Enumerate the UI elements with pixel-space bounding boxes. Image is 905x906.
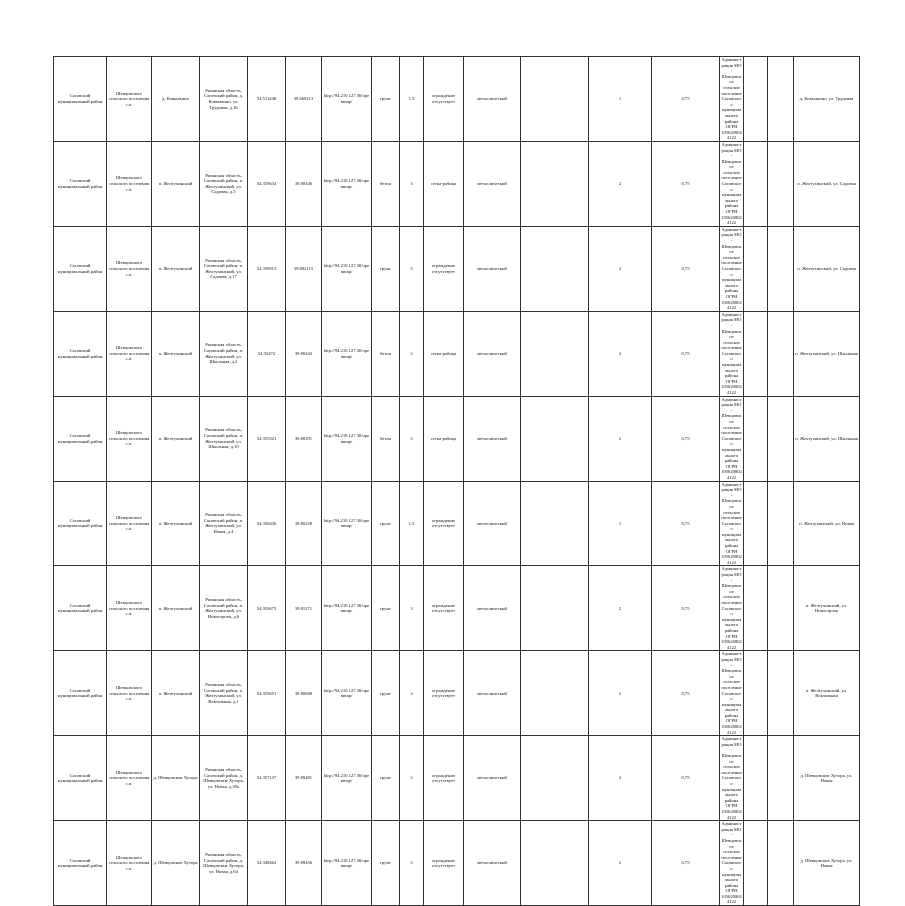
cell-lon: 39.802115 <box>286 226 322 311</box>
cell-empty <box>521 651 589 736</box>
cell-fence: ограждение отсутствует <box>424 651 464 736</box>
cell-settlement: Шевцовского сельского поселения с.п. <box>107 141 152 226</box>
cell-count: 2 <box>589 566 652 651</box>
cell-owner: Администрация МО - Шевцовское сельское поселение Сасовского муниципального района ОГРН 1056208024122 <box>721 481 742 565</box>
cell-fence: сетка-рабица <box>424 141 464 226</box>
cell-volume: 0,75 <box>652 651 720 736</box>
table-row <box>54 311 860 396</box>
cell-sources: п. Желтухинский, ул. Садовая <box>794 141 860 226</box>
cell-empty <box>768 481 794 566</box>
cell-lon: 39.668213 <box>286 57 322 142</box>
container-sites-table <box>53 56 860 906</box>
cell-settlement: Шевцовского сельского поселения с.п. <box>107 566 152 651</box>
cell-lon: 39.80258 <box>286 481 322 566</box>
table-row <box>54 566 860 651</box>
cell-lon: 39.89456 <box>286 821 322 906</box>
cell-url: http://94.210.127.30/openmap/ <box>322 821 372 906</box>
cell-lon: 39.80291 <box>286 396 322 481</box>
cell-area: 1.5 <box>400 57 424 142</box>
cell-settlement: Шевцовского сельского поселения с.п. <box>107 481 152 566</box>
cell-url: http://94.210.127.30/openmap/ <box>322 651 372 736</box>
cell-count: 1 <box>589 481 652 566</box>
cell-locality: д. Ковылкино <box>152 57 200 142</box>
cell-locality: д. Шевцовские Хутора <box>152 736 200 821</box>
cell-volume: 0,75 <box>652 396 720 481</box>
cell-fence: ограждение отсутствует <box>424 821 464 906</box>
cell-url: http://94.210.127.30/openmap/ <box>322 736 372 821</box>
cell-address: Рязанская область, Сасовский район, п. Желтухинский, ул. Школьная, д.2 <box>200 311 248 396</box>
cell-fence: ограждение отсутствует <box>424 481 464 566</box>
cell-url: http://94.210.127.30/openmap/ <box>322 566 372 651</box>
cell-owner: Администрация МО - Шевцовское сельское поселение Сасовского муниципального района ОГРН 1056208024122 <box>721 396 742 480</box>
cell-settlement: Шевцовского сельского поселения с.п. <box>107 57 152 142</box>
cell-district: Сасовский муниципальный район <box>54 821 107 906</box>
cell-address: Рязанская область, Сасовский район, д. Ковылкино, ул. Трудовая, д.16 <box>200 57 248 142</box>
cell-lat: 54.359634 <box>248 141 286 226</box>
cell-fence: сетка-рабица <box>424 396 464 481</box>
cell-lat: 54.348462 <box>248 821 286 906</box>
cell-empty <box>744 311 768 396</box>
cell-cover: бетон <box>372 141 400 226</box>
cell-volume: 0,75 <box>652 57 720 142</box>
cell-settlement: Шевцовского сельского поселения с.п. <box>107 396 152 481</box>
cell-sources: д. Шевцовские Хутора, ул. Новая <box>794 736 860 821</box>
cell-district: Сасовский муниципальный район <box>54 736 107 821</box>
cell-area: 3 <box>400 396 424 481</box>
cell-volume: 0,75 <box>652 226 720 311</box>
cell-area: 3 <box>400 821 424 906</box>
cell-cover: грунт <box>372 481 400 566</box>
cell-area: 3 <box>400 226 424 311</box>
cell-area: 3 <box>400 651 424 736</box>
cell-count: 2 <box>589 396 652 481</box>
cell-empty <box>521 821 589 906</box>
cell-lat: 54.355321 <box>248 396 286 481</box>
cell-fence: ограждение отсутствует <box>424 736 464 821</box>
cell-owner: Администрация МО - Шевцовское сельское поселение Сасовского муниципального района ОГРН 1056208024122 <box>721 736 742 820</box>
table-row <box>54 736 860 821</box>
cell-count: 2 <box>589 226 652 311</box>
cell-address: Рязанская область, Сасовский район, п. Желтухинский, ул. Школьная, д.10 <box>200 396 248 481</box>
cell-empty <box>521 226 589 311</box>
table-row <box>54 481 860 566</box>
cell-empty <box>768 311 794 396</box>
cell-lon: 39.80688 <box>286 651 322 736</box>
cell-address: Рязанская область, Сасовский район, д. Шевцовские Хутора, ул. Новая, д.64 <box>200 821 248 906</box>
cell-type: металлический <box>464 651 521 736</box>
cell-fence: ограждение отсутствует <box>424 566 464 651</box>
cell-lon: 39.80446 <box>286 141 322 226</box>
cell-type: металлический <box>464 311 521 396</box>
cell-empty <box>744 736 768 821</box>
cell-empty <box>768 736 794 821</box>
cell-address: Рязанская область, Сасовский район, п. Желтухинский, ул. Вокзальная, д.1 <box>200 651 248 736</box>
cell-empty <box>521 566 589 651</box>
cell-owner: Администрация МО - Шевцовское сельское поселение Сасовского муниципального района ОГРН 1056208024122 <box>721 821 742 905</box>
cell-cover: бетон <box>372 311 400 396</box>
cell-owner: Администрация МО - Шевцовское сельское поселение Сасовского муниципального района ОГРН 1056208024122 <box>721 141 742 226</box>
cell-district: Сасовский муниципальный район <box>54 57 107 142</box>
cell-settlement: Шевцовского сельского поселения с.п. <box>107 651 152 736</box>
cell-lat: 54.511448 <box>248 57 286 142</box>
cell-locality: п. Желтухинский <box>152 396 200 481</box>
cell-empty <box>521 736 589 821</box>
cell-empty <box>744 226 768 311</box>
cell-sources: д. Шевцовские Хутора, ул. Новая <box>794 821 860 906</box>
cell-empty <box>768 226 794 311</box>
cell-area: 3 <box>400 736 424 821</box>
cell-district: Сасовский муниципальный район <box>54 141 107 226</box>
cell-address: Рязанская область, Сасовский район, п. Желтухинский, ул. Новостроек, д.6 <box>200 566 248 651</box>
table-row <box>54 651 860 736</box>
cell-locality: п. Желтухинский <box>152 481 200 566</box>
cell-locality: п. Желтухинский <box>152 651 200 736</box>
cell-volume: 0,75 <box>652 141 720 226</box>
cell-volume: 0,75 <box>652 736 720 821</box>
cell-url: http://94.210.127.30/openmap/ <box>322 141 372 226</box>
cell-volume: 0,75 <box>652 821 720 906</box>
cell-sources: п. Желтухинский, ул. Вокзальная <box>794 651 860 736</box>
cell-cover: бетон <box>372 396 400 481</box>
cell-settlement: Шевцовского сельского поселения с.п. <box>107 821 152 906</box>
cell-area: 3 <box>400 141 424 226</box>
cell-type: металлический <box>464 481 521 566</box>
cell-cover: грунт <box>372 651 400 736</box>
cell-empty <box>744 651 768 736</box>
cell-empty <box>744 396 768 481</box>
cell-count: 2 <box>589 311 652 396</box>
table-row <box>54 141 860 226</box>
cell-cover: грунт <box>372 736 400 821</box>
cell-count: 2 <box>589 821 652 906</box>
cell-volume: 0,75 <box>652 566 720 651</box>
cell-address: Рязанская область, Сасовский район, п. Желтухинский, ул. Садовая, д.17 <box>200 226 248 311</box>
cell-empty <box>768 566 794 651</box>
cell-empty <box>521 311 589 396</box>
cell-settlement: Шевцовского сельского поселения с.п. <box>107 311 152 396</box>
cell-lat: 54.35472 <box>248 311 286 396</box>
cell-district: Сасовский муниципальный район <box>54 396 107 481</box>
cell-lon: 39.80443 <box>286 311 322 396</box>
cell-count: 2 <box>589 651 652 736</box>
cell-type: металлический <box>464 396 521 481</box>
cell-address: Рязанская область, Сасовский район, п. Желтухинский, ул. Новая, д.4 <box>200 481 248 566</box>
cell-lat: 54.356436 <box>248 481 286 566</box>
cell-empty <box>744 57 768 142</box>
cell-locality: п. Желтухинский <box>152 311 200 396</box>
cell-type: металлический <box>464 566 521 651</box>
cell-district: Сасовский муниципальный район <box>54 566 107 651</box>
cell-type: металлический <box>464 141 521 226</box>
cell-empty <box>744 566 768 651</box>
cell-url: http://94.210.127.30/openmap/ <box>322 481 372 566</box>
cell-lon: 39.81271 <box>286 566 322 651</box>
cell-url: http://94.210.127.30/openmap/ <box>322 311 372 396</box>
cell-empty <box>768 141 794 226</box>
cell-locality: п. Желтухинский <box>152 141 200 226</box>
cell-district: Сасовский муниципальный район <box>54 481 107 566</box>
cell-type: металлический <box>464 57 521 142</box>
cell-owner: Администрация МО - Шевцовское сельское поселение Сасовского муниципального района ОГРН 1056208024122 <box>721 566 742 650</box>
cell-sources: п. Желтухинский, ул. Школьная <box>794 396 860 481</box>
cell-lat: 54.353675 <box>248 566 286 651</box>
cell-cover: грунт <box>372 226 400 311</box>
cell-address: Рязанская область, Сасовский район, д. Шевцовские Хутора, ул. Новая, д.39а <box>200 736 248 821</box>
cell-url: http://94.210.127.30/openmap/ <box>322 57 372 142</box>
cell-sources: п. Желтухинский, ул. Садовая <box>794 226 860 311</box>
cell-volume: 0,75 <box>652 311 720 396</box>
cell-owner: Администрация МО - Шевцовское сельское поселение Сасовского муниципального района ОГРН 1056208024122 <box>721 651 742 735</box>
cell-sources: п. Желтухинский, ул. Новая <box>794 481 860 566</box>
cell-sources: п. Желтухинский, ул. Школьная <box>794 311 860 396</box>
cell-lat: 54.357137 <box>248 736 286 821</box>
cell-url: http://94.210.127.30/openmap/ <box>322 226 372 311</box>
cell-area: 3 <box>400 566 424 651</box>
cell-empty <box>768 651 794 736</box>
cell-district: Сасовский муниципальный район <box>54 651 107 736</box>
table-row <box>54 226 860 311</box>
cell-fence: сетка-рабица <box>424 311 464 396</box>
cell-count: 1 <box>589 57 652 142</box>
cell-empty <box>521 141 589 226</box>
cell-lat: 54.358913 <box>248 226 286 311</box>
cell-fence: ограждение отсутствует <box>424 57 464 142</box>
table-row <box>54 57 860 142</box>
cell-empty <box>521 396 589 481</box>
cell-empty <box>768 57 794 142</box>
cell-sources: п. Желтухинский, ул. Новостроек <box>794 566 860 651</box>
cell-settlement: Шевцовского сельского поселения с.п. <box>107 736 152 821</box>
cell-count: 2 <box>589 141 652 226</box>
cell-area: 3 <box>400 311 424 396</box>
cell-locality: д. Шевцовские Хутора <box>152 821 200 906</box>
cell-cover: грунт <box>372 821 400 906</box>
cell-empty <box>768 396 794 481</box>
cell-fence: ограждение отсутствует <box>424 226 464 311</box>
cell-empty <box>521 481 589 566</box>
cell-type: металлический <box>464 226 521 311</box>
cell-volume: 0,75 <box>652 481 720 566</box>
cell-empty <box>744 821 768 906</box>
cell-url: http://94.210.127.30/openmap/ <box>322 396 372 481</box>
cell-area: 1.5 <box>400 481 424 566</box>
table-row <box>54 821 860 906</box>
cell-locality: п. Желтухинский <box>152 226 200 311</box>
cell-empty <box>521 57 589 142</box>
cell-settlement: Шевцовского сельского поселения с.п. <box>107 226 152 311</box>
cell-count: 2 <box>589 736 652 821</box>
cell-sources: д. Ковылкино, ул. Трудовая <box>794 57 860 142</box>
cell-owner: Администрация МО - Шевцовское сельское поселение Сасовского муниципального района ОГРН 1056208024122 <box>721 311 742 396</box>
cell-address: Рязанская область, Сасовский район, п. Желтухинский, ул. Садовая, д.5 <box>200 141 248 226</box>
cell-type: металлический <box>464 821 521 906</box>
cell-cover: грунт <box>372 57 400 142</box>
cell-type: металлический <box>464 736 521 821</box>
cell-empty <box>744 481 768 566</box>
table-row <box>54 396 860 481</box>
cell-lon: 39.89481 <box>286 736 322 821</box>
cell-empty <box>744 141 768 226</box>
cell-cover: грунт <box>372 566 400 651</box>
cell-owner: Администрация МО - Шевцовское сельское поселение Сасовского муниципального района ОГРН 1056208024122 <box>721 57 742 141</box>
cell-lat: 54.355651 <box>248 651 286 736</box>
cell-district: Сасовский муниципальный район <box>54 226 107 311</box>
cell-owner: Администрация МО - Шевцовское сельское поселение Сасовского муниципального района ОГРН 1056208024122 <box>721 226 742 311</box>
cell-locality: п. Желтухинский <box>152 566 200 651</box>
cell-empty <box>768 821 794 906</box>
cell-district: Сасовский муниципальный район <box>54 311 107 396</box>
